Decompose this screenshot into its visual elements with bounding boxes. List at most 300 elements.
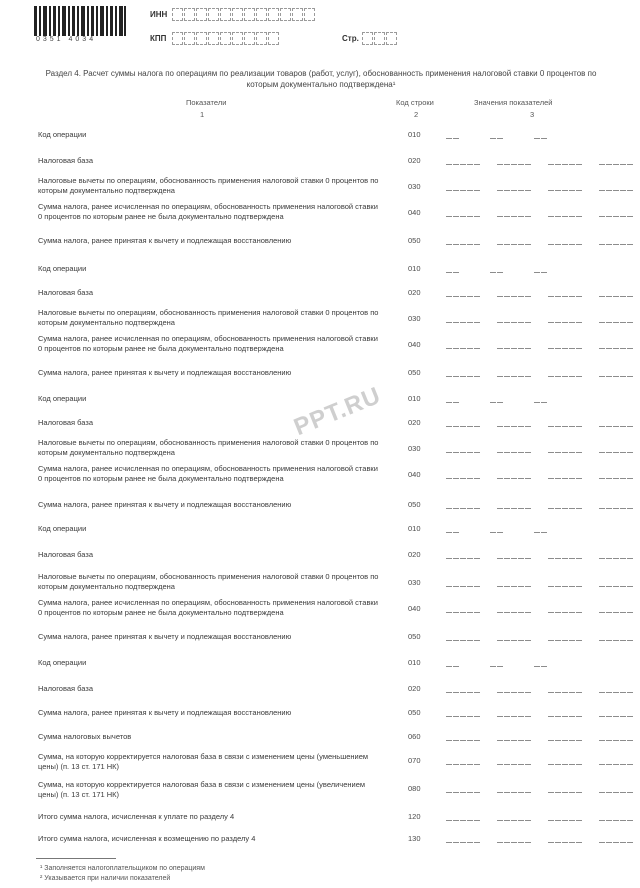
char-cell[interactable] [460, 684, 466, 693]
char-cell[interactable] [453, 732, 459, 741]
char-cell[interactable] [613, 732, 619, 741]
char-cell[interactable] [497, 444, 503, 453]
char-cell[interactable] [497, 394, 503, 403]
char-cell[interactable] [490, 658, 496, 667]
char-cell[interactable] [548, 418, 554, 427]
char-cell[interactable] [490, 524, 496, 533]
char-cell[interactable] [555, 340, 561, 349]
char-cell[interactable] [613, 236, 619, 245]
char-cell[interactable] [613, 500, 619, 509]
char-cell[interactable] [504, 288, 510, 297]
char-cell[interactable] [613, 632, 619, 641]
char-cell[interactable] [453, 756, 459, 765]
char-cell[interactable] [555, 632, 561, 641]
char-cell[interactable] [562, 632, 568, 641]
char-cell[interactable] [534, 658, 540, 667]
char-cell[interactable] [562, 182, 568, 191]
char-cell[interactable] [511, 288, 517, 297]
amount-field[interactable] [446, 470, 633, 480]
char-cell[interactable] [446, 756, 452, 765]
char-cell[interactable] [525, 500, 531, 509]
char-cell[interactable] [627, 418, 633, 427]
char-cell[interactable] [569, 236, 575, 245]
char-cell[interactable] [606, 288, 612, 297]
char-cell[interactable] [525, 418, 531, 427]
char-cell[interactable] [606, 550, 612, 559]
char-cell[interactable] [518, 632, 524, 641]
char-cell[interactable] [627, 578, 633, 587]
char-cell[interactable] [525, 340, 531, 349]
char-cell[interactable] [569, 470, 575, 479]
char-cell[interactable] [474, 578, 480, 587]
char-cell[interactable] [467, 784, 473, 793]
char-cell[interactable] [490, 394, 496, 403]
char-cell[interactable] [606, 156, 612, 165]
char-cell[interactable] [620, 314, 626, 323]
char-cell[interactable] [446, 834, 452, 843]
char-cell[interactable] [555, 418, 561, 427]
char-cell[interactable] [599, 708, 605, 717]
char-cell[interactable] [599, 288, 605, 297]
char-cell[interactable] [460, 236, 466, 245]
char-cell[interactable] [446, 784, 452, 793]
char-cell[interactable] [467, 156, 473, 165]
char-cell[interactable] [599, 470, 605, 479]
char-cell[interactable] [446, 812, 452, 821]
char-cell[interactable] [606, 784, 612, 793]
char-cell[interactable] [613, 470, 619, 479]
char-cell[interactable] [548, 368, 554, 377]
char-cell[interactable] [548, 708, 554, 717]
char-cell[interactable] [576, 236, 582, 245]
char-cell[interactable] [620, 604, 626, 613]
char-cell[interactable] [555, 368, 561, 377]
char-cell[interactable] [511, 418, 517, 427]
char-cell[interactable] [474, 684, 480, 693]
char-cell[interactable] [555, 784, 561, 793]
char-cell[interactable] [569, 340, 575, 349]
char-cell[interactable] [460, 732, 466, 741]
char-cell[interactable] [474, 632, 480, 641]
char-cell[interactable] [599, 784, 605, 793]
char-cell[interactable] [613, 208, 619, 217]
char-cell[interactable] [460, 812, 466, 821]
char-cell[interactable] [548, 578, 554, 587]
char-cell[interactable] [576, 708, 582, 717]
char-cell[interactable] [606, 578, 612, 587]
char-cell[interactable] [504, 632, 510, 641]
amount-field[interactable] [446, 314, 633, 324]
char-cell[interactable] [497, 658, 503, 667]
char-cell[interactable] [474, 314, 480, 323]
char-cell[interactable] [548, 756, 554, 765]
char-cell[interactable] [497, 236, 503, 245]
char-cell[interactable] [446, 288, 452, 297]
char-cell[interactable] [504, 236, 510, 245]
char-cell[interactable] [620, 578, 626, 587]
char-cell[interactable] [446, 314, 452, 323]
char-cell[interactable] [555, 236, 561, 245]
char-cell[interactable] [453, 314, 459, 323]
char-cell[interactable] [446, 604, 452, 613]
char-cell[interactable] [606, 834, 612, 843]
char-cell[interactable] [599, 812, 605, 821]
char-cell[interactable] [627, 708, 633, 717]
char-cell[interactable] [576, 604, 582, 613]
operation-code-field[interactable] [446, 264, 547, 274]
char-cell[interactable] [627, 444, 633, 453]
char-cell[interactable] [576, 314, 582, 323]
char-cell[interactable] [606, 684, 612, 693]
char-cell[interactable] [620, 236, 626, 245]
char-cell[interactable] [497, 812, 503, 821]
char-cell[interactable] [511, 632, 517, 641]
char-cell[interactable] [504, 732, 510, 741]
char-cell[interactable] [474, 340, 480, 349]
char-cell[interactable] [460, 784, 466, 793]
char-cell[interactable] [460, 444, 466, 453]
char-cell[interactable] [446, 156, 452, 165]
char-cell[interactable] [534, 524, 540, 533]
char-cell[interactable] [446, 394, 452, 403]
char-cell[interactable] [453, 500, 459, 509]
char-cell[interactable] [504, 444, 510, 453]
char-cell[interactable] [555, 550, 561, 559]
char-cell[interactable] [467, 578, 473, 587]
char-cell[interactable] [613, 444, 619, 453]
char-cell[interactable] [453, 156, 459, 165]
char-cell[interactable] [555, 708, 561, 717]
char-cell[interactable] [562, 500, 568, 509]
char-cell[interactable] [490, 264, 496, 273]
char-cell[interactable] [518, 340, 524, 349]
char-cell[interactable] [525, 156, 531, 165]
char-cell[interactable] [576, 156, 582, 165]
char-cell[interactable] [497, 632, 503, 641]
char-cell[interactable] [548, 604, 554, 613]
char-cell[interactable] [504, 756, 510, 765]
char-cell[interactable] [497, 500, 503, 509]
char-cell[interactable] [606, 812, 612, 821]
char-cell[interactable] [541, 130, 547, 139]
amount-field[interactable] [446, 156, 633, 166]
char-cell[interactable] [497, 834, 503, 843]
char-cell[interactable] [460, 418, 466, 427]
char-cell[interactable] [576, 418, 582, 427]
char-cell[interactable] [606, 756, 612, 765]
char-cell[interactable] [474, 756, 480, 765]
char-cell[interactable] [541, 394, 547, 403]
char-cell[interactable] [511, 156, 517, 165]
char-cell[interactable] [599, 578, 605, 587]
char-cell[interactable] [620, 444, 626, 453]
char-cell[interactable] [518, 500, 524, 509]
amount-field[interactable] [446, 208, 633, 218]
operation-code-field[interactable] [446, 394, 547, 404]
char-cell[interactable] [613, 156, 619, 165]
char-cell[interactable] [504, 208, 510, 217]
amount-field[interactable] [446, 756, 633, 766]
char-cell[interactable] [627, 500, 633, 509]
char-cell[interactable] [504, 812, 510, 821]
char-cell[interactable] [627, 632, 633, 641]
char-cell[interactable] [453, 470, 459, 479]
char-cell[interactable] [627, 834, 633, 843]
char-cell[interactable] [453, 708, 459, 717]
amount-field[interactable] [446, 500, 633, 510]
char-cell[interactable] [474, 470, 480, 479]
char-cell[interactable] [453, 812, 459, 821]
char-cell[interactable] [548, 314, 554, 323]
char-cell[interactable] [627, 604, 633, 613]
char-cell[interactable] [620, 288, 626, 297]
char-cell[interactable] [562, 368, 568, 377]
char-cell[interactable] [518, 470, 524, 479]
char-cell[interactable] [511, 236, 517, 245]
char-cell[interactable] [562, 604, 568, 613]
char-cell[interactable] [555, 578, 561, 587]
char-cell[interactable] [453, 418, 459, 427]
char-cell[interactable] [620, 784, 626, 793]
char-cell[interactable] [504, 470, 510, 479]
char-cell[interactable] [460, 500, 466, 509]
char-cell[interactable] [562, 340, 568, 349]
char-cell[interactable] [620, 500, 626, 509]
char-cell[interactable] [518, 314, 524, 323]
char-cell[interactable] [518, 684, 524, 693]
char-cell[interactable] [576, 182, 582, 191]
char-cell[interactable] [511, 314, 517, 323]
char-cell[interactable] [446, 708, 452, 717]
char-cell[interactable] [613, 418, 619, 427]
char-cell[interactable] [525, 470, 531, 479]
kpp-cells[interactable] [172, 32, 279, 45]
char-cell[interactable] [474, 784, 480, 793]
char-cell[interactable] [548, 288, 554, 297]
char-cell[interactable] [569, 444, 575, 453]
char-cell[interactable] [620, 368, 626, 377]
char-cell[interactable] [606, 314, 612, 323]
char-cell[interactable] [474, 732, 480, 741]
char-cell[interactable] [474, 500, 480, 509]
char-cell[interactable] [555, 470, 561, 479]
char-cell[interactable] [620, 340, 626, 349]
char-cell[interactable] [467, 182, 473, 191]
char-cell[interactable] [518, 444, 524, 453]
char-cell[interactable] [467, 208, 473, 217]
char-cell[interactable] [460, 340, 466, 349]
char-cell[interactable] [525, 208, 531, 217]
char-cell[interactable] [446, 444, 452, 453]
char-cell[interactable] [460, 368, 466, 377]
char-cell[interactable] [511, 470, 517, 479]
char-cell[interactable] [497, 340, 503, 349]
char-cell[interactable] [627, 182, 633, 191]
char-cell[interactable] [453, 236, 459, 245]
char-cell[interactable] [599, 732, 605, 741]
char-cell[interactable] [606, 418, 612, 427]
amount-field[interactable] [446, 182, 633, 192]
char-cell[interactable] [599, 444, 605, 453]
char-cell[interactable] [548, 208, 554, 217]
char-cell[interactable] [569, 604, 575, 613]
char-cell[interactable] [576, 632, 582, 641]
char-cell[interactable] [555, 444, 561, 453]
char-cell[interactable] [599, 156, 605, 165]
char-cell[interactable] [453, 340, 459, 349]
char-cell[interactable] [569, 288, 575, 297]
char-cell[interactable] [576, 288, 582, 297]
amount-field[interactable] [446, 784, 633, 794]
char-cell[interactable] [555, 756, 561, 765]
char-cell[interactable] [453, 632, 459, 641]
char-cell[interactable] [504, 578, 510, 587]
char-cell[interactable] [460, 632, 466, 641]
char-cell[interactable] [497, 578, 503, 587]
char-cell[interactable] [555, 732, 561, 741]
char-cell[interactable] [474, 550, 480, 559]
char-cell[interactable] [599, 340, 605, 349]
char-cell[interactable] [606, 732, 612, 741]
char-cell[interactable] [576, 208, 582, 217]
char-cell[interactable] [497, 550, 503, 559]
char-cell[interactable] [467, 812, 473, 821]
char-cell[interactable] [511, 500, 517, 509]
char-cell[interactable] [569, 314, 575, 323]
char-cell[interactable] [569, 418, 575, 427]
char-cell[interactable] [613, 604, 619, 613]
char-cell[interactable] [627, 368, 633, 377]
char-cell[interactable] [562, 288, 568, 297]
char-cell[interactable] [446, 470, 452, 479]
char-cell[interactable] [460, 578, 466, 587]
char-cell[interactable] [518, 288, 524, 297]
char-cell[interactable] [511, 604, 517, 613]
char-cell[interactable] [555, 288, 561, 297]
char-cell[interactable] [627, 288, 633, 297]
char-cell[interactable] [606, 604, 612, 613]
char-cell[interactable] [569, 550, 575, 559]
char-cell[interactable] [525, 444, 531, 453]
char-cell[interactable] [569, 756, 575, 765]
amount-field[interactable] [446, 418, 633, 428]
char-cell[interactable] [497, 156, 503, 165]
char-cell[interactable] [467, 444, 473, 453]
char-cell[interactable] [576, 732, 582, 741]
char-cell[interactable] [511, 368, 517, 377]
char-cell[interactable] [518, 812, 524, 821]
char-cell[interactable] [453, 784, 459, 793]
char-cell[interactable] [613, 708, 619, 717]
char-cell[interactable] [555, 604, 561, 613]
char-cell[interactable] [490, 130, 496, 139]
char-cell[interactable] [599, 236, 605, 245]
char-cell[interactable] [474, 182, 480, 191]
char-cell[interactable] [446, 130, 452, 139]
char-cell[interactable] [627, 812, 633, 821]
char-cell[interactable] [467, 732, 473, 741]
char-cell[interactable] [453, 208, 459, 217]
char-cell[interactable] [548, 156, 554, 165]
char-cell[interactable] [606, 368, 612, 377]
char-cell[interactable] [569, 578, 575, 587]
operation-code-field[interactable] [446, 130, 547, 140]
char-cell[interactable] [504, 604, 510, 613]
char-cell[interactable] [627, 470, 633, 479]
char-cell[interactable] [555, 684, 561, 693]
char-cell[interactable] [446, 550, 452, 559]
char-cell[interactable] [562, 550, 568, 559]
char-cell[interactable] [518, 784, 524, 793]
char-cell[interactable] [467, 470, 473, 479]
char-cell[interactable] [606, 340, 612, 349]
char-cell[interactable] [467, 288, 473, 297]
char-cell[interactable] [548, 236, 554, 245]
char-cell[interactable] [548, 784, 554, 793]
char-cell[interactable] [518, 732, 524, 741]
char-cell[interactable] [453, 444, 459, 453]
char-cell[interactable] [548, 444, 554, 453]
char-cell[interactable] [555, 182, 561, 191]
char-cell[interactable] [446, 340, 452, 349]
char-cell[interactable] [446, 264, 452, 273]
char-cell[interactable] [548, 812, 554, 821]
char-cell[interactable] [497, 130, 503, 139]
char-cell[interactable] [511, 182, 517, 191]
char-cell[interactable] [569, 182, 575, 191]
char-cell[interactable] [467, 604, 473, 613]
char-cell[interactable] [518, 550, 524, 559]
char-cell[interactable] [460, 156, 466, 165]
char-cell[interactable] [511, 708, 517, 717]
char-cell[interactable] [497, 756, 503, 765]
char-cell[interactable] [576, 834, 582, 843]
char-cell[interactable] [497, 708, 503, 717]
char-cell[interactable] [446, 500, 452, 509]
char-cell[interactable] [599, 684, 605, 693]
char-cell[interactable] [576, 784, 582, 793]
char-cell[interactable] [453, 264, 459, 273]
char-cell[interactable] [576, 470, 582, 479]
amount-field[interactable] [446, 834, 633, 844]
char-cell[interactable] [525, 708, 531, 717]
char-cell[interactable] [555, 314, 561, 323]
char-cell[interactable] [569, 732, 575, 741]
char-cell[interactable] [460, 834, 466, 843]
char-cell[interactable] [467, 418, 473, 427]
char-cell[interactable] [569, 834, 575, 843]
char-cell[interactable] [474, 156, 480, 165]
char-cell[interactable] [497, 264, 503, 273]
char-cell[interactable] [467, 314, 473, 323]
char-cell[interactable] [525, 812, 531, 821]
char-cell[interactable] [511, 444, 517, 453]
amount-field[interactable] [446, 368, 633, 378]
inn-cells[interactable] [172, 8, 315, 21]
char-cell[interactable] [525, 550, 531, 559]
char-cell[interactable] [511, 340, 517, 349]
char-cell[interactable] [606, 632, 612, 641]
char-cell[interactable] [525, 368, 531, 377]
char-cell[interactable] [518, 604, 524, 613]
char-cell[interactable] [599, 604, 605, 613]
char-cell[interactable] [511, 756, 517, 765]
char-cell[interactable] [474, 604, 480, 613]
char-cell[interactable] [504, 182, 510, 191]
char-cell[interactable] [576, 550, 582, 559]
char-cell[interactable] [569, 208, 575, 217]
char-cell[interactable] [562, 812, 568, 821]
